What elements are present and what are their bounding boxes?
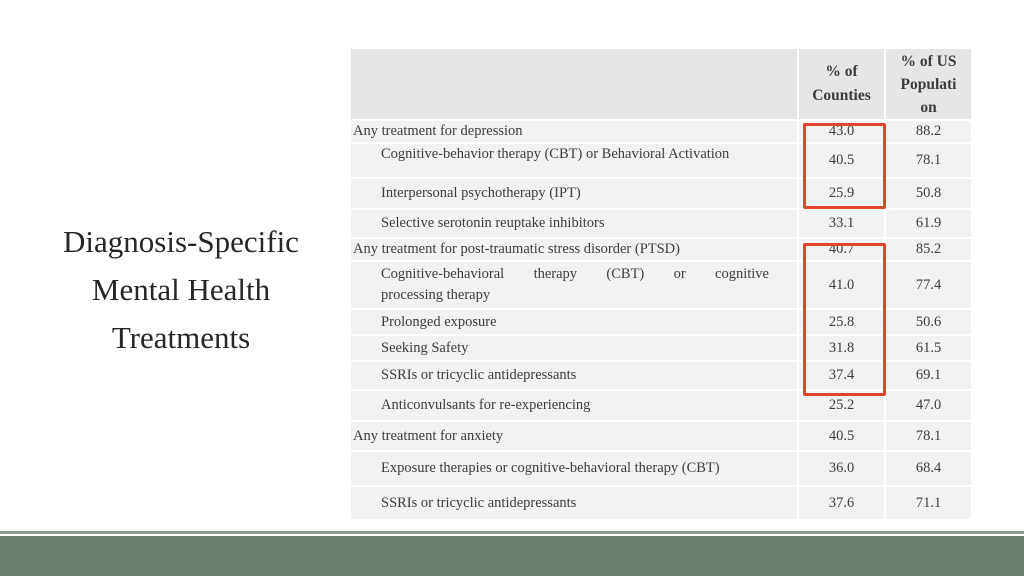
- population-value: 77.4: [886, 262, 971, 308]
- counties-value: 25.9: [799, 179, 884, 208]
- population-value: 88.2: [886, 121, 971, 142]
- counties-value: 40.5: [799, 144, 884, 177]
- counties-value: 25.2: [799, 391, 884, 420]
- header-population-line-3: on: [920, 98, 937, 116]
- ptsd-highlight-box: [803, 243, 886, 396]
- counties-value: 43.0: [799, 121, 884, 142]
- row-label: SSRIs or tricyclic antidepressants: [351, 487, 797, 519]
- row-label: Interpersonal psychotherapy (IPT): [351, 179, 797, 208]
- row-label: Any treatment for anxiety: [351, 422, 797, 450]
- row-label: SSRIs or tricyclic antidepressants: [351, 362, 797, 389]
- population-value: 69.1: [886, 362, 971, 389]
- population-value: 61.5: [886, 336, 971, 360]
- depression-highlight-box: [803, 123, 886, 209]
- population-value: 68.4: [886, 452, 971, 485]
- population-value: 47.0: [886, 391, 971, 420]
- slide-title-line-2: Mental Health: [91, 272, 271, 307]
- table-row: [351, 487, 971, 519]
- row-label: Exposure therapies or cognitive-behavioral therapy (CBT): [351, 452, 797, 485]
- header-population-line-1: % of US: [900, 52, 957, 70]
- header-counties: [799, 49, 884, 119]
- population-value: 71.1: [886, 487, 971, 519]
- population-value: 50.6: [886, 310, 971, 334]
- counties-value: 41.0: [799, 262, 884, 308]
- footer-bar: [0, 536, 1024, 576]
- table-header-row: [351, 49, 971, 119]
- row-label-line-1: Cognitive-behavioral therapy (CBT) or cognitive: [381, 266, 769, 282]
- counties-value: 40.5: [799, 422, 884, 450]
- counties-value: 31.8: [799, 336, 884, 360]
- population-value: 50.8: [886, 179, 971, 208]
- header-counties-line-2: Counties: [812, 87, 871, 104]
- slide-title-line-1: Diagnosis-Specific: [63, 224, 299, 259]
- row-label-line-2: processing therapy: [381, 287, 491, 303]
- population-value: 78.1: [886, 144, 971, 177]
- population-value: 78.1: [886, 422, 971, 450]
- table-row: [351, 452, 971, 485]
- row-label: Prolonged exposure: [351, 310, 797, 334]
- counties-value: 36.0: [799, 452, 884, 485]
- row-label: Cognitive-behavior therapy (CBT) or Behavioral Activation: [351, 144, 797, 177]
- counties-value: 37.4: [799, 362, 884, 389]
- header-population: [886, 49, 971, 119]
- row-label: Seeking Safety: [351, 336, 797, 360]
- header-empty-cell: [351, 49, 797, 119]
- population-value: 85.2: [886, 239, 971, 260]
- row-label: Selective serotonin reuptake inhibitors: [351, 210, 797, 237]
- counties-value: 25.8: [799, 310, 884, 334]
- row-label: [351, 262, 797, 308]
- table-row: [351, 210, 971, 237]
- population-value: 61.9: [886, 210, 971, 237]
- footer-divider: [0, 531, 1024, 534]
- header-counties-line-1: % of: [825, 63, 858, 80]
- slide-title: [26, 218, 336, 362]
- row-label: Any treatment for depression: [351, 121, 797, 142]
- row-label: Any treatment for post-traumatic stress disorder (PTSD): [351, 239, 797, 260]
- table-row: [351, 422, 971, 450]
- counties-value: 37.6: [799, 487, 884, 519]
- counties-value: 40.7: [799, 239, 884, 260]
- counties-value: 33.1: [799, 210, 884, 237]
- row-label: Anticonvulsants for re-experiencing: [351, 391, 797, 420]
- slide-title-line-3: Treatments: [111, 320, 251, 355]
- header-population-line-2: Populati: [900, 75, 957, 93]
